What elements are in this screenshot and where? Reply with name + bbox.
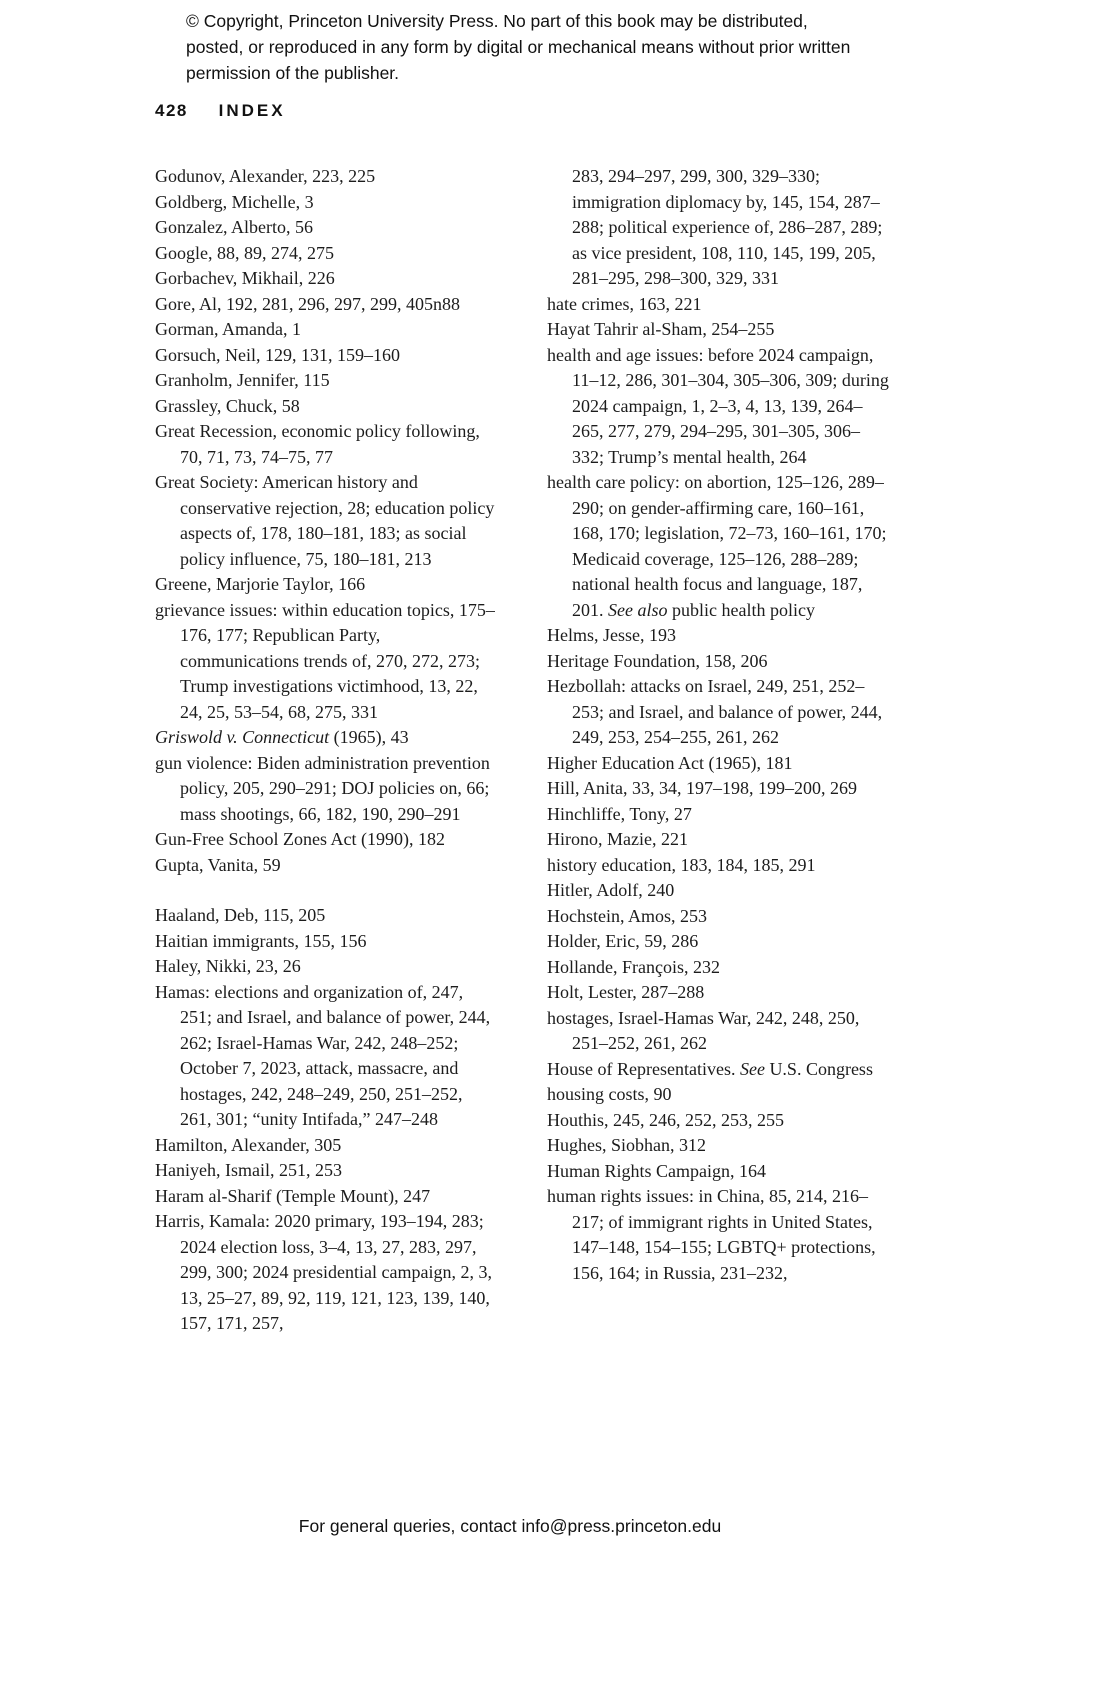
index-entry-text: Grassley, Chuck, 58	[155, 395, 300, 416]
index-entry	[155, 368, 497, 394]
index-entry-text: Gonzalez, Alberto, 56	[155, 217, 313, 237]
index-entry	[155, 827, 497, 853]
index-entry-text: public health policy	[667, 599, 815, 620]
index-entry-italic-text: See	[739, 1058, 765, 1079]
index-entry-text: Godunov, Alexander, 223, 225	[155, 166, 376, 186]
index-entry	[547, 292, 889, 318]
index-entry-text: (1965), 43	[329, 727, 409, 747]
index-entry-text: Gorsuch, Neil, 129, 131, 159–160	[155, 344, 400, 365]
index-entry-text: Human Rights Campaign, 164	[547, 1160, 766, 1181]
index-entry-text: human rights issues: in China, 85, 214, 216–217; of immigrant rights in United States, 147–148, 154–155; LGBTQ+ protections, 156, 164; in Russia, 231–232,	[547, 1186, 876, 1283]
index-entry-text: 283, 294–297, 299, 300, 329–330; immigration diplomacy by, 145, 154, 287–288; political experience of, 286–287, 289; as vice president, 108, 110, 145, 199, 205, 281–295, 298–300, 329, 331	[572, 166, 883, 288]
index-entry-text: Hollande, François, 232	[547, 956, 720, 977]
index-entry-text: Hezbollah: attacks on Israel, 249, 251, 252–253; and Israel, and balance of power, 244, 249, 253, 254–255, 261, 262	[547, 676, 883, 747]
index-entry-text: gun violence: Biden administration prevention policy, 205, 290–291; DOJ policies on, 66; mass shootings, 66, 182, 190, 290–291	[155, 752, 490, 824]
index-entry	[155, 1133, 497, 1159]
index-entry	[155, 903, 497, 929]
index-entry-text: Great Society: American history and conservative rejection, 28; education policy aspects of, 178, 180–181, 183; as social policy influence, 75, 180–181, 213	[155, 472, 495, 569]
index-entry	[547, 674, 889, 751]
index-entry	[155, 470, 497, 572]
index-entry	[547, 1184, 889, 1286]
index-entry	[155, 317, 497, 343]
index-entry-text: Gore, Al, 192, 281, 296, 297, 299, 405n88	[155, 293, 460, 314]
index-entry	[547, 1108, 889, 1134]
index-columns	[155, 164, 890, 1337]
index-entry	[155, 954, 497, 980]
index-entry	[547, 1057, 889, 1083]
index-entry-text: Granholm, Jennifer, 115	[155, 370, 330, 390]
index-entry-text: Holder, Eric, 59, 286	[547, 931, 699, 951]
index-entry	[547, 649, 889, 675]
copyright-notice: © Copyright, Princeton University Press. No part of this book may be distributed, posted, or reproduced in any form by digital or mechanical means without prior written permission of the publisher.	[186, 11, 851, 83]
index-entry-italic-text: See also	[608, 599, 668, 620]
index-entry	[155, 853, 497, 879]
index-entry-text: Google, 88, 89, 274, 275	[155, 242, 334, 263]
index-entry	[547, 827, 889, 853]
index-entry	[155, 343, 497, 369]
index-entry-text: Hamilton, Alexander, 305	[155, 1134, 342, 1155]
index-entry-text: Heritage Foundation, 158, 206	[547, 650, 768, 671]
index-entry	[155, 929, 497, 955]
page-number: 428	[155, 101, 188, 120]
index-entry-text: Gorbachev, Mikhail, 226	[155, 268, 335, 288]
index-entry	[547, 343, 889, 471]
section-gap	[155, 878, 497, 903]
index-entry	[547, 955, 889, 981]
index-entry-text: House of Representatives.	[547, 1058, 740, 1079]
index-column-left	[155, 164, 497, 1337]
index-entry	[155, 751, 497, 828]
footer-text: For general queries, contact info@press.princeton.edu	[298, 1516, 722, 1536]
index-entry	[547, 317, 889, 343]
index-entry	[547, 1006, 889, 1057]
index-entry	[155, 572, 497, 598]
index-entry-text: Houthis, 245, 246, 252, 253, 255	[547, 1109, 785, 1130]
index-entry-text: Higher Education Act (1965), 181	[547, 752, 793, 773]
index-entry	[547, 980, 889, 1006]
running-head	[155, 101, 286, 121]
index-entry	[547, 1082, 889, 1108]
index-entry-text: housing costs, 90	[547, 1084, 672, 1104]
index-entry-text: Hughes, Siobhan, 312	[547, 1135, 706, 1155]
index-entry-text: Hayat Tahrir al-Sham, 254–255	[547, 319, 775, 339]
index-entry-text: Gun-Free School Zones Act (1990), 182	[155, 829, 445, 849]
index-entry	[155, 164, 497, 190]
index-entry	[155, 241, 497, 267]
index-entry-text: Harris, Kamala: 2020 primary, 193–194, 283; 2024 election loss, 3–4, 13, 27, 283, 297, 299, 300; 2024 presidential campaign, 2, 3, 13, 25–27, 89, 92, 119, 121, 123, 139, 140, 157, 171, 257,	[155, 1211, 492, 1333]
index-entry	[547, 470, 889, 623]
index-entry-text: Goldberg, Michelle, 3	[155, 191, 314, 212]
index-entry	[155, 215, 497, 241]
index-entry-text: Haram al-Sharif (Temple Mount), 247	[155, 1185, 431, 1206]
index-entry-text: Haniyeh, Ismail, 251, 253	[155, 1160, 342, 1180]
index-entry-text: U.S. Congress	[764, 1058, 873, 1079]
index-entry-continued	[547, 164, 889, 292]
index-entry-text: Gupta, Vanita, 59	[155, 854, 281, 875]
index-entry	[547, 929, 889, 955]
section-title: INDEX	[218, 101, 286, 120]
index-entry-text: Hochstein, Amos, 253	[547, 905, 707, 926]
index-entry-text: Gorman, Amanda, 1	[155, 319, 301, 339]
index-entry	[155, 190, 497, 216]
index-entry-text: Holt, Lester, 287–288	[547, 982, 705, 1002]
index-entry-text: Hamas: elections and organization of, 247, 251; and Israel, and balance of power, 244, 262; Israel-Hamas War, 242, 248–252; October 7, 2023, attack, massacre, and hostages, 242, 248–249, 250, 251–252, 261, 301; “unity Intifada,” 247–248	[155, 981, 491, 1129]
index-entry-text: health and age issues: before 2024 campaign, 11–12, 286, 301–304, 305–306, 309; during 2024 campaign, 1, 2–3, 4, 13, 139, 264–265, 277, 279, 294–295, 301–305, 306–332; Trump’s mental health, 264	[547, 344, 889, 467]
index-entry	[155, 598, 497, 726]
index-entry	[155, 1209, 497, 1337]
index-entry	[547, 853, 889, 879]
index-entry-text: Hitler, Adolf, 240	[547, 880, 675, 900]
index-entry-text: Hinchliffe, Tony, 27	[547, 803, 692, 824]
index-entry	[155, 980, 497, 1133]
index-entry-text: hate crimes, 163, 221	[547, 293, 702, 314]
index-column-right	[547, 164, 889, 1286]
index-entry-text: history education, 183, 184, 185, 291	[547, 854, 816, 875]
index-entry	[547, 878, 889, 904]
index-entry	[547, 1133, 889, 1159]
index-entry	[155, 394, 497, 420]
index-entry	[547, 623, 889, 649]
index-entry	[155, 725, 497, 751]
index-entry-text: Haley, Nikki, 23, 26	[155, 956, 301, 976]
index-entry	[155, 292, 497, 318]
index-entry	[155, 1158, 497, 1184]
index-entry-text: Haitian immigrants, 155, 156	[155, 930, 367, 951]
index-entry	[155, 1184, 497, 1210]
index-entry-text: Great Recession, economic policy following, 70, 71, 73, 74–75, 77	[155, 421, 480, 467]
index-entry-text: hostages, Israel-Hamas War, 242, 248, 250, 251–252, 261, 262	[547, 1007, 860, 1053]
index-entry-text: grievance issues: within education topics, 175–176, 177; Republican Party, communications trends of, 270, 272, 273; Trump investigations victimhood, 13, 22, 24, 25, 53–54, 68, 275, 331	[155, 599, 495, 722]
index-entry-text: Hill, Anita, 33, 34, 197–198, 199–200, 269	[547, 778, 857, 798]
index-entry	[547, 904, 889, 930]
index-entry	[155, 266, 497, 292]
index-entry-text: Greene, Marjorie Taylor, 166	[155, 574, 366, 594]
index-entry-text: Hirono, Mazie, 221	[547, 829, 688, 849]
index-entry-text: Helms, Jesse, 193	[547, 625, 676, 645]
index-entry-text: health care policy: on abortion, 125–126, 289–290; on gender-affirming care, 160–161, 168, 170; legislation, 72–73, 160–161, 170; Medicaid coverage, 125–126, 288–289; national health focus and language, 187, 201.	[547, 472, 887, 620]
index-entry	[547, 802, 889, 828]
index-entry	[547, 1159, 889, 1185]
index-entry-text: Haaland, Deb, 115, 205	[155, 905, 326, 925]
index-entry	[547, 751, 889, 777]
index-entry	[155, 419, 497, 470]
index-entry	[547, 776, 889, 802]
index-entry-italic-text: Griswold v. Connecticut	[155, 727, 330, 747]
